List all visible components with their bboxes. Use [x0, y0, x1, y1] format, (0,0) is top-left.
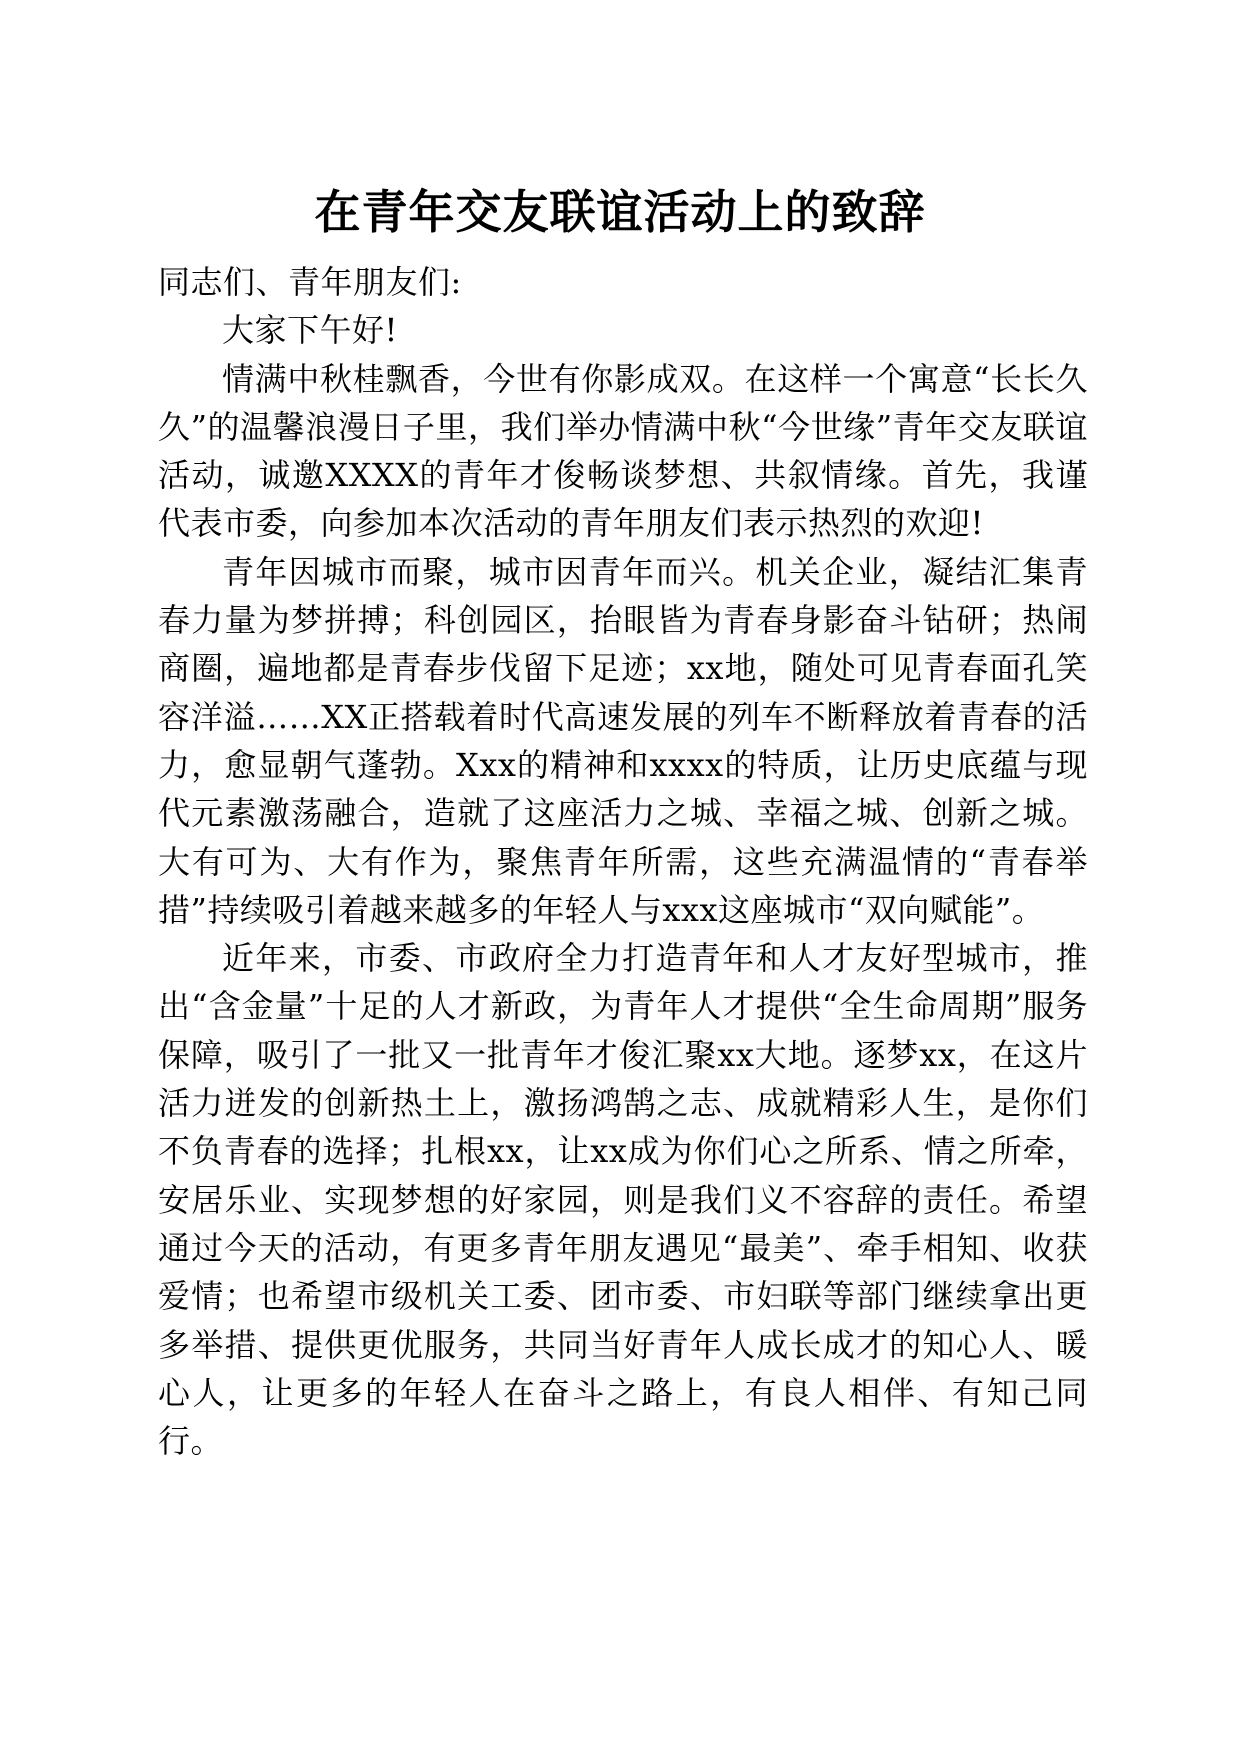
- document-body: [158, 258, 1088, 1465]
- document-title: 在青年交友联谊活动上的致辞: [314, 185, 926, 239]
- paragraph-2: 青年因城市而聚，城市因青年而兴。机关企业，凝结汇集青春力量为梦拼搏；科创园区，抬眼皆为青春身影奋斗钻研；热闹商圈，遍地都是青春步伐留下足迹；xx地，随处可见青春面孔笑容洋溢……XX正搭载着时代高速发展的列车不断释放着青春的活力，愈显朝气蓬勃。Xxx的精神和xxxx的特质，让历史底蕴与现代元素激荡融合，造就了这座活力之城、幸福之城、创新之城。大有可为、大有作为，聚焦青年所需，这些充满温情的“青春举措”持续吸引着越来越多的年轻人与xxx这座城市“双向赋能”。: [158, 552, 1088, 929]
- greeting: 大家下午好!: [222, 311, 398, 350]
- salutation: 同志们、青年朋友们:: [158, 263, 462, 301]
- paragraph-1: 情满中秋桂飘香，今世有你影成双。在这样一个寓意“长长久久”的温馨浪漫日子里，我们举办情满中秋“今世缘”青年交友联谊活动，诚邀XXXX的青年才俊畅谈梦想、共叙情缘。首先，我谨代表市委，向参加本次活动的青年朋友们表示热烈的欢迎!: [158, 359, 1088, 543]
- paragraph-3: 近年来，市委、市政府全力打造青年和人才友好型城市，推出“含金量”十足的人才新政，为青年人才提供“全生命周期”服务保障，吸引了一批又一批青年才俊汇聚xx大地。逐梦xx，在这片活力迸发的创新热土上，激扬鸿鹄之志、成就精彩人生，是你们不负青春的选择；扎根xx，让xx成为你们心之所系、情之所牵，安居乐业、实现梦想的好家园，则是我们义不容辞的责任。希望通过今天的活动，有更多青年朋友遇见“最美”、牵手相知、收获爱情；也希望市级机关工委、团市委、市妇联等部门继续拿出更多举措、提供更优服务，共同当好青年人成长成才的知心人、暖心人，让更多的年轻人在奋斗之路上，有良人相伴、有知己同行。: [158, 939, 1088, 1461]
